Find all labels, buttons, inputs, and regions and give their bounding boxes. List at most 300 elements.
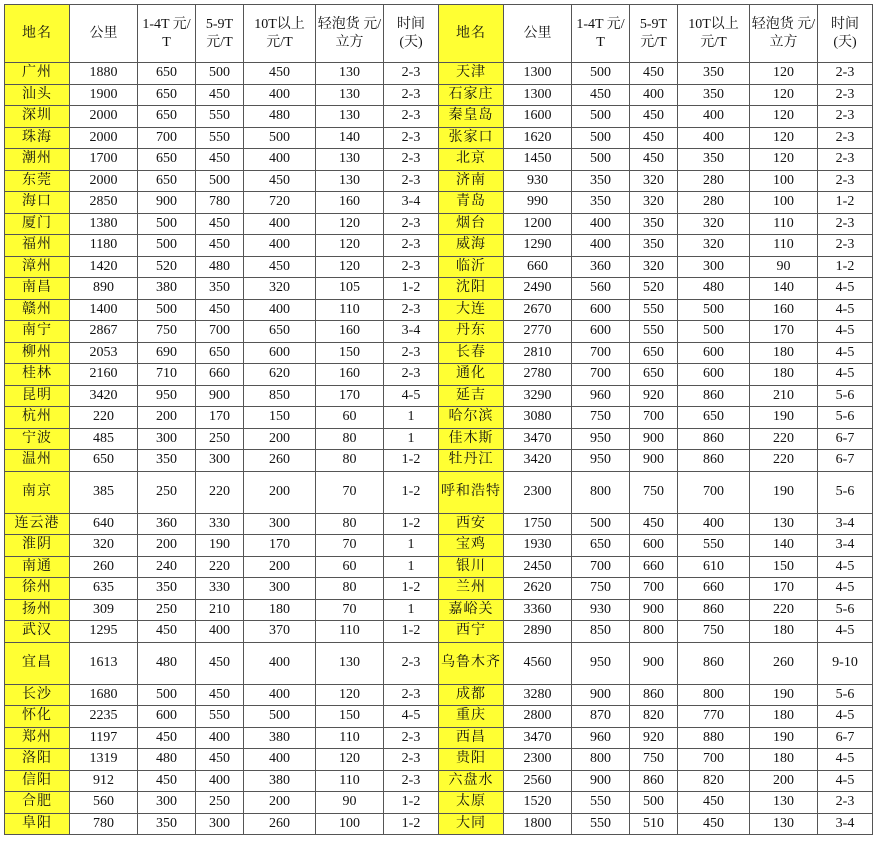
cell-rate-10t: 700 [678, 749, 750, 771]
cell-rate-1-4t: 500 [572, 106, 630, 128]
cell-rate-1-4t: 500 [572, 63, 630, 85]
cell-light-cargo: 120 [750, 149, 818, 171]
cell-rate-1-4t: 700 [572, 342, 630, 364]
cell-rate-5-9t: 400 [196, 621, 244, 643]
cell-rate-10t: 700 [678, 471, 750, 513]
cell-rate-1-4t: 550 [572, 792, 630, 814]
cell-rate-5-9t: 800 [630, 621, 678, 643]
cell-time: 2-3 [818, 127, 873, 149]
cell-light-cargo: 180 [750, 706, 818, 728]
cell-rate-5-9t: 650 [196, 342, 244, 364]
cell-place: 南宁 [5, 321, 70, 343]
cell-place: 杭州 [5, 407, 70, 429]
cell-light-cargo: 80 [316, 450, 384, 472]
cell-time: 6-7 [818, 727, 873, 749]
cell-rate-1-4t: 350 [138, 450, 196, 472]
cell-km: 2670 [504, 299, 572, 321]
cell-place: 六盘水 [439, 770, 504, 792]
table-row [5, 342, 873, 364]
cell-rate-1-4t: 650 [138, 63, 196, 85]
cell-place: 信阳 [5, 770, 70, 792]
cell-light-cargo: 140 [750, 278, 818, 300]
cell-time: 4-5 [818, 321, 873, 343]
cell-light-cargo: 110 [316, 727, 384, 749]
cell-rate-1-4t: 360 [138, 513, 196, 535]
cell-rate-10t: 600 [678, 342, 750, 364]
cell-place: 南昌 [5, 278, 70, 300]
table-row [5, 278, 873, 300]
cell-time: 1-2 [818, 256, 873, 278]
cell-time: 3-4 [384, 192, 439, 214]
cell-rate-5-9t: 780 [196, 192, 244, 214]
cell-rate-5-9t: 450 [196, 642, 244, 684]
cell-km: 2300 [504, 749, 572, 771]
cell-rate-10t: 350 [678, 63, 750, 85]
cell-place: 通化 [439, 364, 504, 386]
cell-rate-5-9t: 320 [630, 192, 678, 214]
cell-rate-10t: 200 [244, 471, 316, 513]
cell-light-cargo: 150 [750, 556, 818, 578]
cell-rate-5-9t: 500 [630, 792, 678, 814]
cell-rate-5-9t: 450 [196, 84, 244, 106]
cell-light-cargo: 260 [750, 642, 818, 684]
cell-light-cargo: 80 [316, 428, 384, 450]
cell-time: 9-10 [818, 642, 873, 684]
cell-rate-10t: 860 [678, 428, 750, 450]
cell-light-cargo: 110 [316, 299, 384, 321]
cell-km: 560 [70, 792, 138, 814]
cell-time: 1 [384, 599, 439, 621]
cell-time: 5-6 [818, 471, 873, 513]
cell-time: 2-3 [384, 149, 439, 171]
cell-km: 2770 [504, 321, 572, 343]
cell-place: 武汉 [5, 621, 70, 643]
cell-rate-1-4t: 450 [138, 621, 196, 643]
cell-place: 西宁 [439, 621, 504, 643]
cell-time: 5-6 [818, 385, 873, 407]
cell-light-cargo: 130 [750, 792, 818, 814]
cell-rate-5-9t: 920 [630, 385, 678, 407]
cell-rate-5-9t: 450 [630, 513, 678, 535]
cell-km: 3470 [504, 727, 572, 749]
cell-rate-5-9t: 330 [196, 513, 244, 535]
cell-km: 2300 [504, 471, 572, 513]
cell-place: 温州 [5, 450, 70, 472]
cell-rate-1-4t: 750 [138, 321, 196, 343]
cell-km: 1197 [70, 727, 138, 749]
cell-rate-5-9t: 170 [196, 407, 244, 429]
cell-time: 2-3 [384, 770, 439, 792]
cell-km: 2490 [504, 278, 572, 300]
cell-rate-5-9t: 350 [630, 213, 678, 235]
cell-time: 2-3 [384, 84, 439, 106]
header-time: 时间 (天) [384, 5, 439, 63]
cell-rate-10t: 450 [678, 813, 750, 835]
cell-rate-10t: 260 [244, 450, 316, 472]
cell-km: 1680 [70, 684, 138, 706]
cell-place: 海口 [5, 192, 70, 214]
header-km: 公里 [70, 5, 138, 63]
cell-rate-1-4t: 350 [572, 192, 630, 214]
cell-km: 1295 [70, 621, 138, 643]
cell-rate-10t: 380 [244, 770, 316, 792]
table-row [5, 385, 873, 407]
cell-time: 3-4 [384, 321, 439, 343]
cell-km: 660 [504, 256, 572, 278]
cell-light-cargo: 130 [316, 106, 384, 128]
cell-rate-1-4t: 900 [572, 684, 630, 706]
cell-rate-1-4t: 480 [138, 749, 196, 771]
cell-rate-1-4t: 700 [572, 556, 630, 578]
cell-rate-10t: 860 [678, 642, 750, 684]
cell-rate-5-9t: 920 [630, 727, 678, 749]
table-row [5, 170, 873, 192]
cell-light-cargo: 160 [750, 299, 818, 321]
cell-place: 威海 [439, 235, 504, 257]
cell-rate-1-4t: 900 [572, 770, 630, 792]
cell-place: 丹东 [439, 321, 504, 343]
cell-light-cargo: 70 [316, 535, 384, 557]
table-row [5, 813, 873, 835]
cell-rate-10t: 400 [244, 299, 316, 321]
cell-rate-5-9t: 190 [196, 535, 244, 557]
cell-rate-10t: 720 [244, 192, 316, 214]
cell-rate-1-4t: 300 [138, 792, 196, 814]
cell-time: 4-5 [818, 556, 873, 578]
cell-light-cargo: 70 [316, 599, 384, 621]
header-rate-1-4t: 1-4T 元/T [572, 5, 630, 63]
cell-time: 2-3 [384, 299, 439, 321]
cell-rate-10t: 860 [678, 450, 750, 472]
cell-rate-1-4t: 300 [138, 428, 196, 450]
cell-light-cargo: 190 [750, 471, 818, 513]
cell-rate-1-4t: 520 [138, 256, 196, 278]
cell-time: 4-5 [818, 749, 873, 771]
cell-rate-5-9t: 450 [630, 149, 678, 171]
table-row [5, 706, 873, 728]
cell-light-cargo: 160 [316, 364, 384, 386]
cell-place: 银川 [439, 556, 504, 578]
cell-km: 260 [70, 556, 138, 578]
header-place: 地名 [439, 5, 504, 63]
cell-light-cargo: 110 [750, 213, 818, 235]
cell-rate-5-9t: 250 [196, 428, 244, 450]
cell-rate-10t: 860 [678, 599, 750, 621]
cell-light-cargo: 60 [316, 407, 384, 429]
cell-time: 1-2 [384, 513, 439, 535]
cell-km: 912 [70, 770, 138, 792]
cell-rate-5-9t: 750 [630, 471, 678, 513]
cell-km: 1420 [70, 256, 138, 278]
cell-rate-10t: 500 [244, 127, 316, 149]
cell-light-cargo: 80 [316, 578, 384, 600]
cell-rate-10t: 600 [244, 342, 316, 364]
cell-place: 乌鲁木齐 [439, 642, 504, 684]
table-row [5, 684, 873, 706]
cell-rate-1-4t: 700 [572, 364, 630, 386]
table-row [5, 149, 873, 171]
cell-rate-5-9t: 350 [630, 235, 678, 257]
cell-rate-1-4t: 950 [572, 642, 630, 684]
cell-rate-1-4t: 650 [572, 535, 630, 557]
cell-rate-1-4t: 800 [572, 749, 630, 771]
cell-place: 洛阳 [5, 749, 70, 771]
cell-km: 2800 [504, 706, 572, 728]
cell-km: 2160 [70, 364, 138, 386]
cell-place: 宁波 [5, 428, 70, 450]
cell-place: 昆明 [5, 385, 70, 407]
cell-km: 2620 [504, 578, 572, 600]
cell-light-cargo: 60 [316, 556, 384, 578]
cell-rate-10t: 500 [678, 299, 750, 321]
cell-rate-1-4t: 250 [138, 599, 196, 621]
cell-time: 3-4 [818, 813, 873, 835]
cell-light-cargo: 120 [316, 235, 384, 257]
cell-rate-5-9t: 860 [630, 770, 678, 792]
cell-rate-10t: 320 [678, 235, 750, 257]
cell-place: 漳州 [5, 256, 70, 278]
cell-rate-10t: 480 [244, 106, 316, 128]
cell-km: 1700 [70, 149, 138, 171]
cell-light-cargo: 220 [750, 450, 818, 472]
cell-rate-5-9t: 300 [196, 813, 244, 835]
cell-place: 厦门 [5, 213, 70, 235]
cell-rate-5-9t: 550 [630, 321, 678, 343]
cell-km: 3420 [70, 385, 138, 407]
cell-rate-1-4t: 500 [572, 149, 630, 171]
cell-km: 1613 [70, 642, 138, 684]
freight-rate-sheet [4, 4, 873, 835]
cell-rate-1-4t: 400 [572, 213, 630, 235]
cell-km: 2850 [70, 192, 138, 214]
cell-km: 1400 [70, 299, 138, 321]
cell-rate-1-4t: 240 [138, 556, 196, 578]
cell-rate-10t: 820 [678, 770, 750, 792]
cell-rate-10t: 800 [678, 684, 750, 706]
cell-rate-5-9t: 450 [196, 749, 244, 771]
cell-time: 2-3 [818, 792, 873, 814]
header-light-cargo: 轻泡货 元/立方 [316, 5, 384, 63]
cell-time: 2-3 [818, 213, 873, 235]
cell-km: 1319 [70, 749, 138, 771]
cell-rate-10t: 400 [244, 642, 316, 684]
cell-rate-10t: 260 [244, 813, 316, 835]
cell-time: 4-5 [818, 364, 873, 386]
cell-time: 1 [384, 556, 439, 578]
cell-time: 5-6 [818, 407, 873, 429]
cell-km: 220 [70, 407, 138, 429]
cell-time: 2-3 [384, 684, 439, 706]
cell-rate-10t: 450 [244, 170, 316, 192]
cell-km: 1620 [504, 127, 572, 149]
cell-place: 北京 [439, 149, 504, 171]
cell-time: 2-3 [384, 256, 439, 278]
cell-km: 385 [70, 471, 138, 513]
cell-time: 1-2 [384, 278, 439, 300]
cell-rate-1-4t: 950 [138, 385, 196, 407]
header-km: 公里 [504, 5, 572, 63]
cell-place: 徐州 [5, 578, 70, 600]
cell-place: 阜阳 [5, 813, 70, 835]
cell-light-cargo: 210 [750, 385, 818, 407]
cell-rate-5-9t: 210 [196, 599, 244, 621]
cell-time: 2-3 [384, 727, 439, 749]
cell-rate-10t: 400 [678, 513, 750, 535]
cell-rate-10t: 880 [678, 727, 750, 749]
cell-place: 汕头 [5, 84, 70, 106]
cell-km: 2867 [70, 321, 138, 343]
cell-km: 635 [70, 578, 138, 600]
cell-rate-10t: 650 [244, 321, 316, 343]
table-row [5, 321, 873, 343]
cell-rate-5-9t: 500 [196, 63, 244, 85]
cell-time: 2-3 [384, 213, 439, 235]
cell-rate-5-9t: 250 [196, 792, 244, 814]
cell-time: 4-5 [818, 278, 873, 300]
cell-rate-10t: 660 [678, 578, 750, 600]
cell-light-cargo: 120 [750, 63, 818, 85]
table-row [5, 471, 873, 513]
cell-time: 2-3 [818, 106, 873, 128]
cell-rate-5-9t: 450 [196, 235, 244, 257]
cell-rate-10t: 500 [678, 321, 750, 343]
cell-rate-5-9t: 660 [196, 364, 244, 386]
cell-rate-1-4t: 350 [572, 170, 630, 192]
cell-rate-5-9t: 500 [196, 170, 244, 192]
cell-km: 1750 [504, 513, 572, 535]
cell-rate-1-4t: 650 [138, 149, 196, 171]
table-row [5, 578, 873, 600]
cell-rate-10t: 350 [678, 84, 750, 106]
cell-place: 成都 [439, 684, 504, 706]
cell-place: 扬州 [5, 599, 70, 621]
header-rate-10t: 10T以上 元/T [244, 5, 316, 63]
cell-time: 1-2 [384, 813, 439, 835]
header-rate-5-9t: 5-9T 元/T [630, 5, 678, 63]
cell-rate-1-4t: 650 [138, 106, 196, 128]
cell-rate-10t: 180 [244, 599, 316, 621]
cell-light-cargo: 130 [750, 513, 818, 535]
cell-time: 4-5 [818, 578, 873, 600]
cell-rate-1-4t: 500 [572, 513, 630, 535]
table-row [5, 749, 873, 771]
cell-rate-5-9t: 450 [196, 149, 244, 171]
cell-light-cargo: 120 [316, 684, 384, 706]
cell-km: 780 [70, 813, 138, 835]
cell-rate-1-4t: 900 [138, 192, 196, 214]
cell-rate-10t: 550 [678, 535, 750, 557]
cell-time: 2-3 [818, 63, 873, 85]
cell-time: 2-3 [384, 127, 439, 149]
cell-rate-1-4t: 960 [572, 385, 630, 407]
cell-light-cargo: 130 [750, 813, 818, 835]
table-row [5, 428, 873, 450]
table-row [5, 256, 873, 278]
cell-light-cargo: 120 [316, 213, 384, 235]
cell-km: 2000 [70, 106, 138, 128]
cell-light-cargo: 105 [316, 278, 384, 300]
cell-km: 320 [70, 535, 138, 557]
cell-time: 2-3 [818, 84, 873, 106]
cell-time: 2-3 [384, 170, 439, 192]
cell-rate-5-9t: 550 [196, 706, 244, 728]
cell-km: 3420 [504, 450, 572, 472]
table-row [5, 407, 873, 429]
cell-time: 4-5 [818, 342, 873, 364]
cell-place: 佳木斯 [439, 428, 504, 450]
cell-rate-1-4t: 950 [572, 428, 630, 450]
cell-place: 郑州 [5, 727, 70, 749]
cell-rate-1-4t: 500 [138, 213, 196, 235]
cell-place: 哈尔滨 [439, 407, 504, 429]
cell-time: 3-4 [818, 535, 873, 557]
cell-rate-5-9t: 860 [630, 684, 678, 706]
cell-rate-5-9t: 750 [630, 749, 678, 771]
table-row [5, 642, 873, 684]
cell-place: 贵阳 [439, 749, 504, 771]
cell-km: 990 [504, 192, 572, 214]
cell-place: 深圳 [5, 106, 70, 128]
cell-rate-5-9t: 450 [196, 213, 244, 235]
table-row [5, 63, 873, 85]
cell-rate-5-9t: 400 [630, 84, 678, 106]
cell-rate-5-9t: 450 [196, 299, 244, 321]
cell-rate-1-4t: 850 [572, 621, 630, 643]
cell-light-cargo: 170 [316, 385, 384, 407]
cell-light-cargo: 120 [750, 84, 818, 106]
cell-place: 连云港 [5, 513, 70, 535]
cell-place: 桂林 [5, 364, 70, 386]
cell-rate-5-9t: 700 [630, 578, 678, 600]
header-place: 地名 [5, 5, 70, 63]
cell-rate-10t: 170 [244, 535, 316, 557]
cell-time: 1 [384, 428, 439, 450]
cell-light-cargo: 110 [316, 621, 384, 643]
cell-place: 牡丹江 [439, 450, 504, 472]
cell-time: 5-6 [818, 684, 873, 706]
cell-light-cargo: 130 [316, 63, 384, 85]
cell-rate-5-9t: 550 [196, 127, 244, 149]
cell-place: 大同 [439, 813, 504, 835]
cell-km: 930 [504, 170, 572, 192]
cell-place: 合肥 [5, 792, 70, 814]
cell-rate-10t: 650 [678, 407, 750, 429]
cell-rate-10t: 300 [244, 578, 316, 600]
cell-rate-10t: 320 [678, 213, 750, 235]
cell-km: 1180 [70, 235, 138, 257]
cell-time: 1-2 [384, 578, 439, 600]
cell-time: 2-3 [384, 342, 439, 364]
header-light-cargo: 轻泡货 元/立方 [750, 5, 818, 63]
cell-km: 1800 [504, 813, 572, 835]
header-rate-5-9t: 5-9T 元/T [196, 5, 244, 63]
cell-light-cargo: 100 [750, 192, 818, 214]
cell-rate-10t: 620 [244, 364, 316, 386]
cell-rate-5-9t: 550 [630, 299, 678, 321]
cell-rate-1-4t: 600 [572, 321, 630, 343]
cell-rate-10t: 400 [678, 106, 750, 128]
cell-light-cargo: 180 [750, 621, 818, 643]
cell-rate-10t: 200 [244, 556, 316, 578]
cell-light-cargo: 150 [316, 342, 384, 364]
cell-place: 东莞 [5, 170, 70, 192]
cell-place: 大连 [439, 299, 504, 321]
cell-light-cargo: 220 [750, 428, 818, 450]
cell-light-cargo: 130 [316, 149, 384, 171]
table-row [5, 192, 873, 214]
cell-km: 1930 [504, 535, 572, 557]
cell-light-cargo: 170 [750, 321, 818, 343]
